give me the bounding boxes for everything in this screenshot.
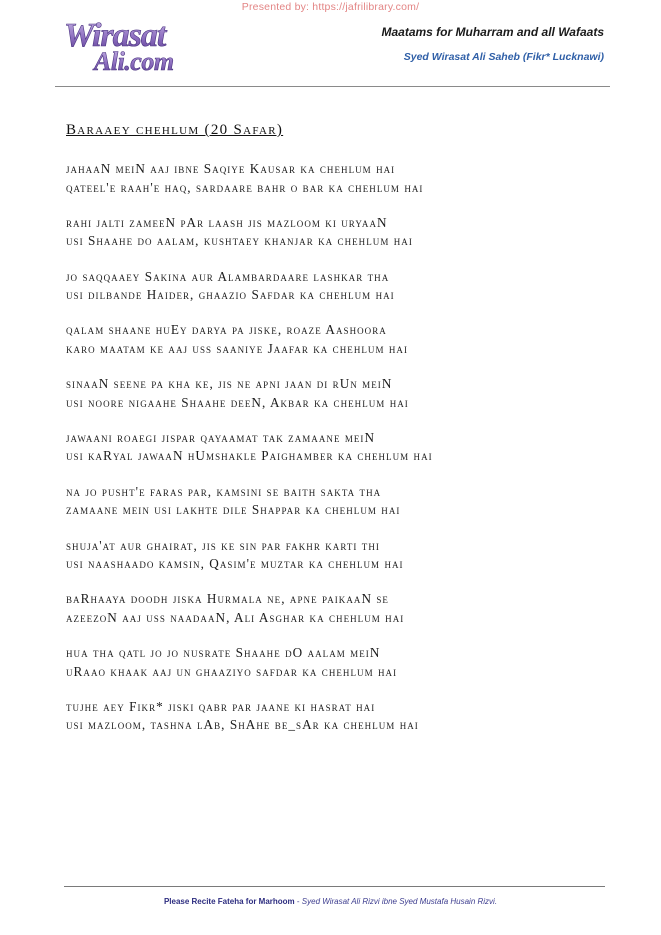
verse-line: karo maatam ke aaj uss saaniye Jaafar ka chehlum hai [66, 340, 409, 356]
verse-line: rahi jalti zameeN pAr laash jis mazloom ki uryaaN [66, 214, 388, 230]
verse-line: zamaane mein usi lakhte dile Shappar ka chehlum hai [66, 502, 401, 518]
stanza [66, 483, 626, 537]
verse-line: hua tha qatl jo jo nusrate Shaahe dO aalam meiN [66, 645, 381, 661]
header-divider [55, 86, 610, 87]
verse-line: baRhaaya doodh jiska Hurmala ne, apne paikaaN se [66, 591, 389, 607]
verse-line: usi Shaahe do aalam, kushtaey khanjar ka chehlum hai [66, 233, 413, 249]
stanza [66, 698, 626, 752]
stanza [66, 590, 626, 644]
verse-line: usi dilbande Haider, ghaazio Safdar ka chehlum hai [66, 287, 395, 303]
verse-line: shuja'at aur ghairat, jis ke sin par fakhr karti thi [66, 537, 380, 553]
verse-line: usi kaRyal jawaaN hUmshakle Paighamber ka chehlum hai [66, 448, 433, 464]
footer-dedication: Syed Wirasat Ali Rizvi ibne Syed Mustafa Husain Rizvi. [301, 897, 498, 906]
page-title: Baraaey chehlum (20 Safar) [66, 122, 284, 138]
verse-line: na jo pusht'e faras par, kamsini se baith sakta tha [66, 483, 382, 499]
verse-line: uRaao khaak aaj un ghaaziyo safdar ka chehlum hai [66, 663, 398, 679]
verse-line: jawaani roaegi jispar qayaamat tak zamaane meiN [66, 429, 376, 445]
verse-line: usi naashaado kamsin, Qasim'e muztar ka chehlum hai [66, 556, 404, 572]
verse-line: tujhe aey Fikr* jiski qabr par jaane ki hasrat hai [66, 698, 376, 714]
site-logo [62, 16, 242, 76]
stanza [66, 268, 626, 322]
stanza [66, 644, 626, 698]
header-title: Maatams for Muharram and all Wafaats [381, 25, 604, 39]
footer-fateha-request: Please Recite Fateha for Marhoom [163, 897, 295, 906]
stanza [66, 375, 626, 429]
stanza [66, 429, 626, 483]
verse-line: usi noore nigaahe Shaahe deeN, Akbar ka chehlum hai [66, 394, 409, 410]
verse-line: azeezoN aaj uss naadaaN, Ali Asghar ka chehlum hai [66, 609, 405, 625]
stanza [66, 160, 626, 214]
stanza [66, 321, 626, 375]
stanza [66, 537, 626, 591]
stanza [66, 214, 626, 268]
verse-line: qalam shaane huEy darya pa jiske, roaze Aashoora [66, 322, 387, 338]
verse-line: usi mazloom, tashna lAb, ShAhe be_sAr ka chehlum hai [66, 717, 419, 733]
footer-separator: - [294, 897, 302, 906]
logo-ali-com: Ali.com [94, 47, 174, 76]
verse-line: jo saqqaaey Sakina aur Alambardaare lashkar tha [66, 268, 390, 284]
footer-note [0, 897, 661, 906]
verse-line: qateel'e raah'e haq, sardaare bahr o bar ka chehlum hai [66, 179, 424, 195]
verse-line: jahaaN meiN aaj ibne Saqiye Kausar ka chehlum hai [66, 161, 396, 176]
footer-divider [64, 886, 605, 887]
poem-stanzas [66, 160, 626, 752]
presented-by-watermark: Presented by: https://jafrilibrary.com/ [241, 1, 420, 13]
header-subtitle: Syed Wirasat Ali Saheb (Fikr* Lucknawi) [403, 51, 604, 63]
logo-wirasat: Wirasat [64, 17, 166, 54]
verse-line: sinaaN seene pa kha ke, jis ne apni jaan di rUn meiN [66, 376, 393, 392]
